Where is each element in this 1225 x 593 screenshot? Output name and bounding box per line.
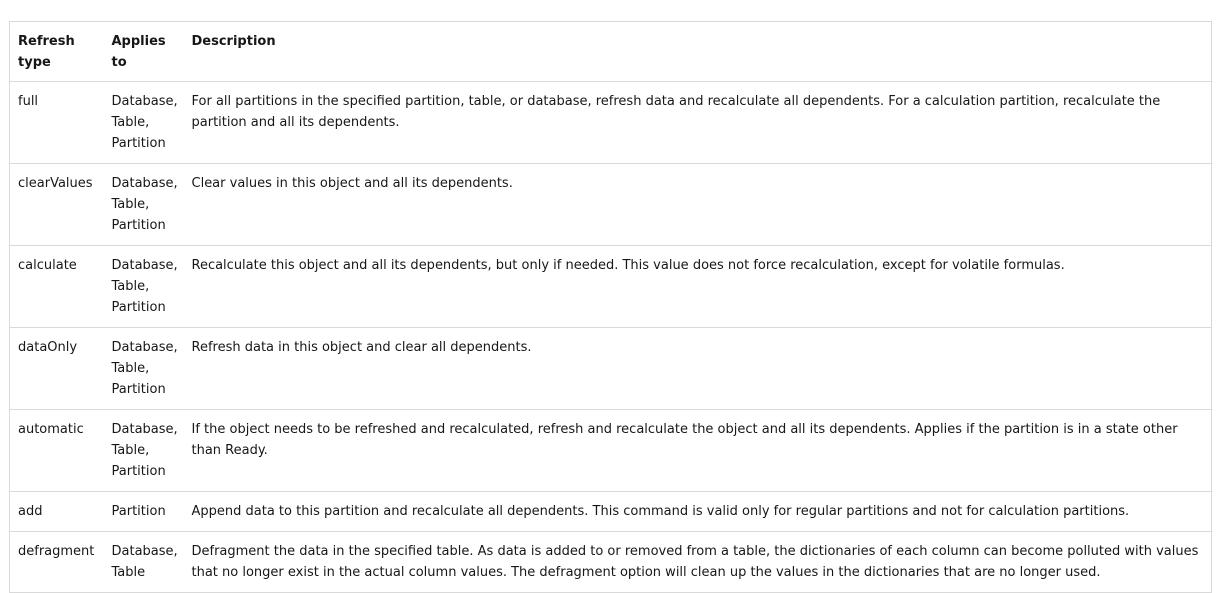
table-row [10, 82, 1212, 164]
cell-applies-to: Database, Table, Partition [104, 410, 184, 492]
header-description: Description [184, 22, 1212, 82]
cell-applies-to: Database, Table, Partition [104, 246, 184, 328]
table-row [10, 410, 1212, 492]
table-row [10, 246, 1212, 328]
cell-refresh-type: dataOnly [10, 328, 104, 410]
table-row [10, 532, 1212, 593]
refresh-types-table-container [9, 21, 1212, 593]
table-row [10, 328, 1212, 410]
cell-description: Clear values in this object and all its dependents. [184, 164, 1212, 246]
cell-description: Recalculate this object and all its dependents, but only if needed. This value does not force recalculation, except for volatile formulas. [184, 246, 1212, 328]
cell-description: Defragment the data in the specified table. As data is added to or removed from a table, the dictionaries of each column can become polluted with values that no longer exist in the actual column values. The defragment option will clean up the values in the dictionaries that are no longer used. [184, 532, 1212, 593]
cell-description: Refresh data in this object and clear all dependents. [184, 328, 1212, 410]
table-row [10, 164, 1212, 246]
cell-applies-to: Database, Table, Partition [104, 82, 184, 164]
cell-refresh-type: add [10, 492, 104, 532]
refresh-types-table [9, 21, 1212, 593]
cell-refresh-type: calculate [10, 246, 104, 328]
cell-description: If the object needs to be refreshed and recalculated, refresh and recalculate the object and all its dependents. Applies if the partition is in a state other than Ready. [184, 410, 1212, 492]
cell-applies-to: Partition [104, 492, 184, 532]
cell-applies-to: Database, Table, Partition [104, 328, 184, 410]
cell-applies-to: Database, Table [104, 532, 184, 593]
header-refresh-type: Refresh type [10, 22, 104, 82]
cell-refresh-type: clearValues [10, 164, 104, 246]
cell-applies-to: Database, Table, Partition [104, 164, 184, 246]
cell-description: For all partitions in the specified partition, table, or database, refresh data and recalculate all dependents. For a calculation partition, recalculate the partition and all its dependents. [184, 82, 1212, 164]
header-applies-to: Applies to [104, 22, 184, 82]
cell-description: Append data to this partition and recalculate all dependents. This command is valid only for regular partitions and not for calculation partitions. [184, 492, 1212, 532]
cell-refresh-type: automatic [10, 410, 104, 492]
cell-refresh-type: defragment [10, 532, 104, 593]
table-row [10, 492, 1212, 532]
cell-refresh-type: full [10, 82, 104, 164]
header-row [10, 22, 1212, 82]
